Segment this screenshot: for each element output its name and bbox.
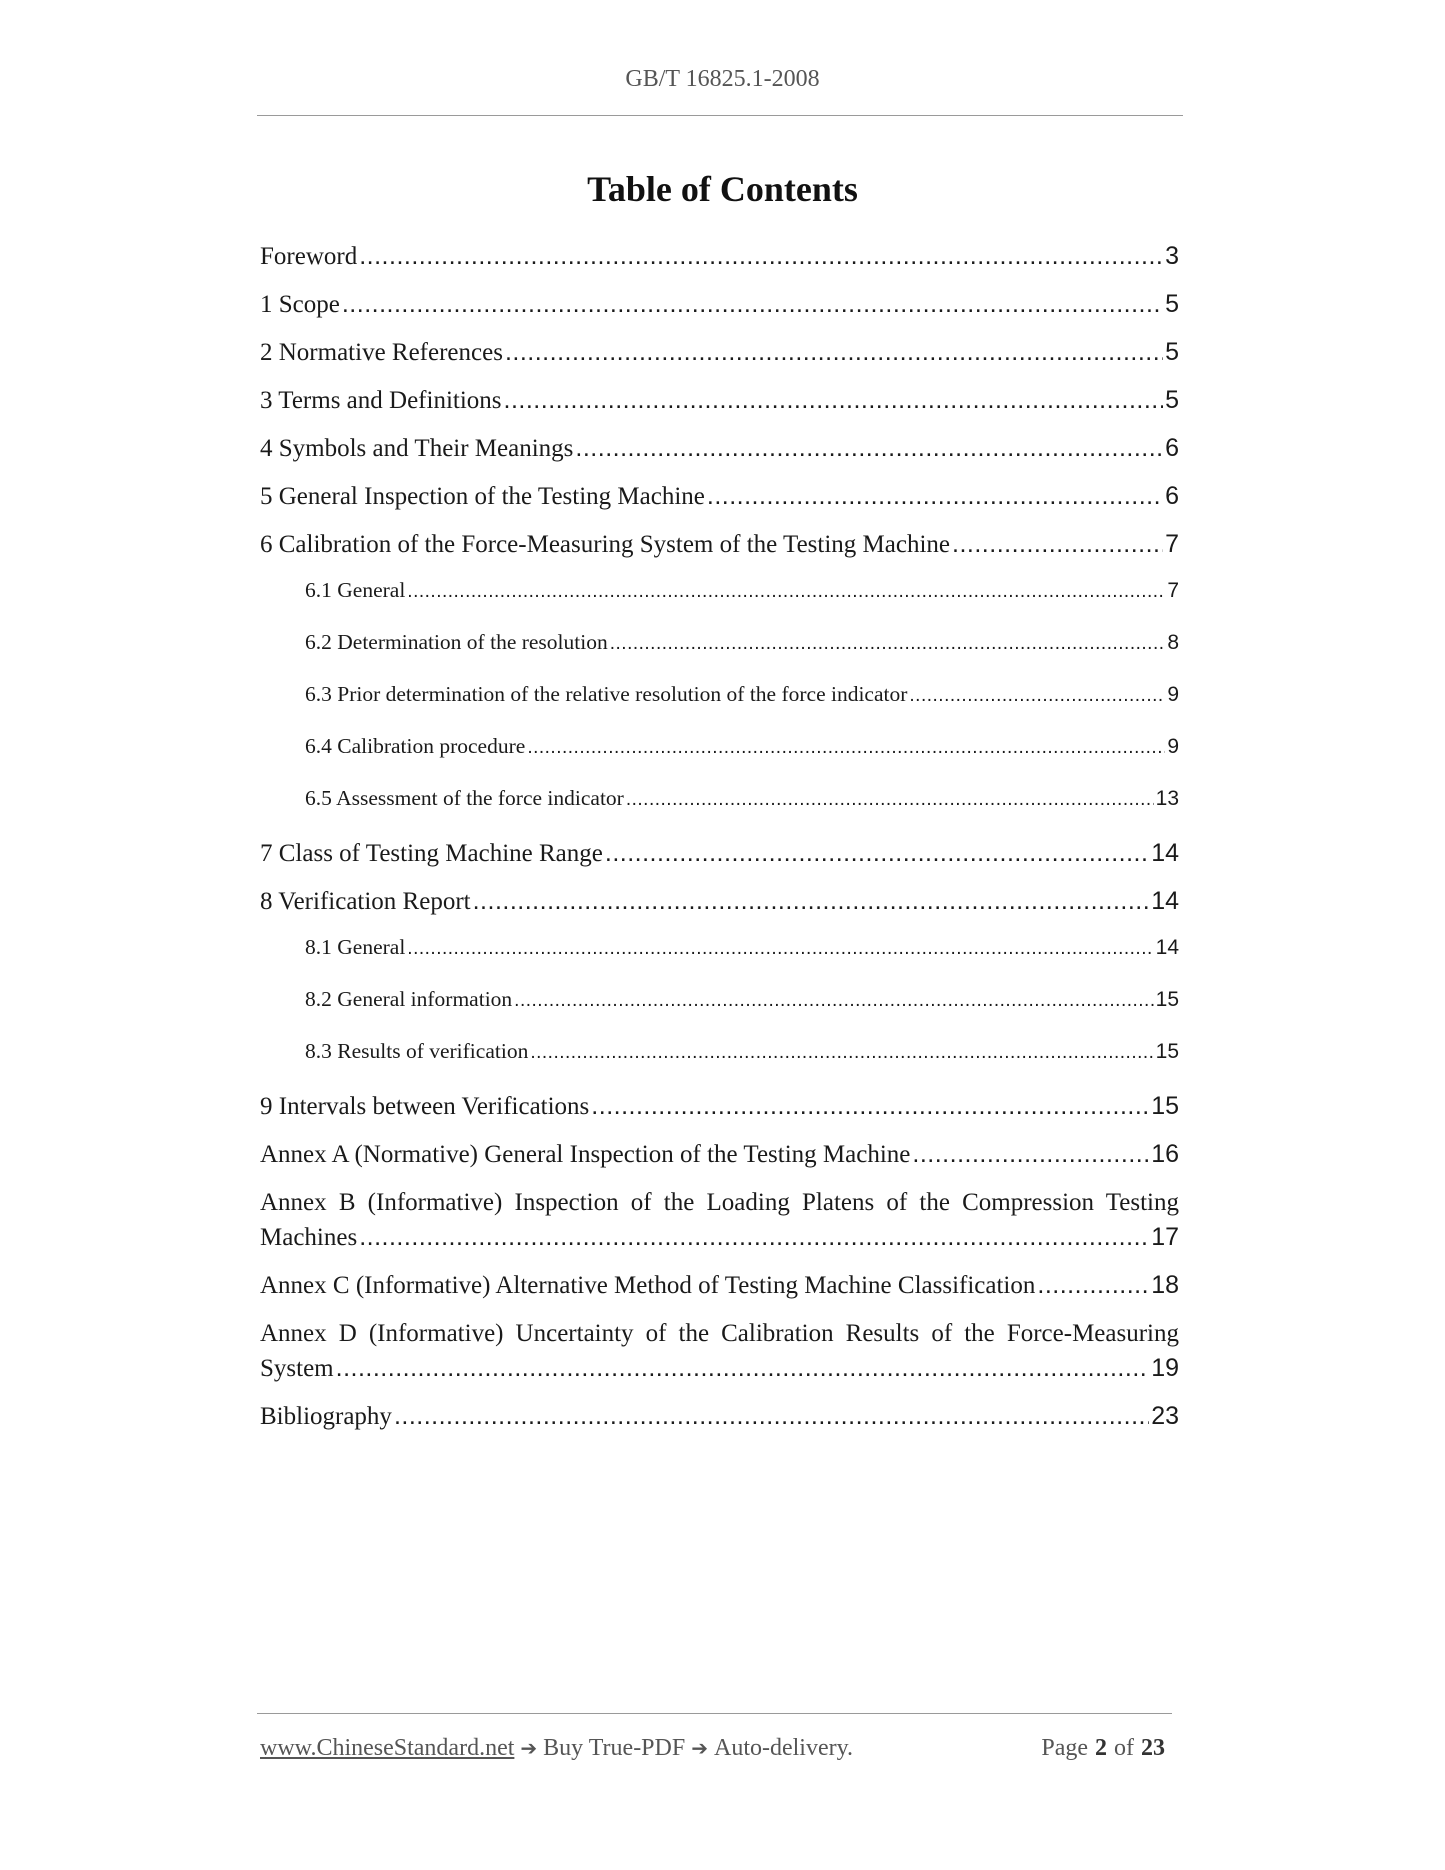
delivery-text: Auto-delivery. bbox=[713, 1735, 854, 1761]
toc-entry-foreword[interactable] bbox=[260, 236, 1179, 284]
toc-title: Table of Contents bbox=[587, 169, 858, 209]
toc-page-number: 23 bbox=[1151, 1402, 1179, 1430]
toc-entry-annex-a[interactable] bbox=[260, 1134, 1179, 1182]
toc-entry-label: 4 Symbols and Their Meanings bbox=[260, 435, 574, 462]
dot-leader bbox=[407, 570, 1165, 614]
toc-entry-annex-b[interactable] bbox=[260, 1182, 1179, 1265]
toc-page-number: 16 bbox=[1151, 1140, 1179, 1168]
toc-page-number: 9 bbox=[1167, 683, 1179, 706]
toc-page-number: 7 bbox=[1165, 530, 1179, 558]
current-page-number: 2 bbox=[1095, 1735, 1107, 1761]
toc-entry-label: Annex D (Informative) Uncertainty of the Calibration Results of the Force-Measuring bbox=[260, 1320, 1179, 1347]
dot-leader bbox=[707, 476, 1163, 516]
toc-entry-label: Annex C (Informative) Alternative Method of Testing Machine Classification bbox=[260, 1272, 1036, 1299]
document-header: GB/T 16825.1-2008 bbox=[625, 66, 820, 92]
toc-entry-label: 1 Scope bbox=[260, 291, 340, 318]
page-word: Page bbox=[1041, 1735, 1088, 1761]
page-indicator bbox=[1041, 1735, 1172, 1762]
toc-entry-verification-report[interactable] bbox=[260, 881, 1179, 925]
toc-entry-label: Bibliography bbox=[260, 1403, 392, 1430]
toc-subentry-8-3[interactable] bbox=[260, 1029, 1179, 1086]
toc-page-number: 14 bbox=[1155, 936, 1179, 959]
toc-entry-label-continued: System bbox=[260, 1355, 334, 1382]
toc-page-number: 5 bbox=[1165, 338, 1179, 366]
footer-promo bbox=[260, 1735, 853, 1762]
total-page-number: 23 bbox=[1141, 1735, 1165, 1761]
toc-entry-annex-c[interactable] bbox=[260, 1265, 1179, 1313]
toc-entry-class-range[interactable] bbox=[260, 833, 1179, 881]
right-arrow-icon: ➔ bbox=[691, 1736, 708, 1760]
toc-entry-label: Annex A (Normative) General Inspection of the Testing Machine bbox=[260, 1141, 911, 1168]
toc-page-number: 6 bbox=[1165, 482, 1179, 510]
table-of-contents bbox=[260, 236, 1179, 1444]
toc-subentry-6-2[interactable] bbox=[260, 620, 1179, 672]
dot-leader bbox=[527, 726, 1165, 770]
toc-entry-label: 9 Intervals between Verifications bbox=[260, 1093, 590, 1120]
toc-entry-bibliography[interactable] bbox=[260, 1396, 1179, 1444]
dot-leader bbox=[591, 1086, 1149, 1126]
toc-page-number: 5 bbox=[1165, 386, 1179, 414]
toc-subentry-6-4[interactable] bbox=[260, 724, 1179, 776]
dot-leader bbox=[1037, 1265, 1149, 1305]
toc-entry-label: 8 Verification Report bbox=[260, 888, 471, 915]
buy-text: Buy True-PDF bbox=[543, 1735, 686, 1761]
toc-page-number: 7 bbox=[1167, 579, 1179, 602]
dot-leader bbox=[504, 380, 1164, 420]
dot-leader bbox=[473, 881, 1150, 921]
dot-leader bbox=[909, 674, 1165, 718]
toc-page-number: 18 bbox=[1151, 1271, 1179, 1299]
toc-entry-label: Foreword bbox=[260, 243, 358, 270]
dot-leader bbox=[359, 236, 1163, 276]
dot-leader bbox=[394, 1396, 1149, 1436]
dot-leader bbox=[505, 332, 1163, 372]
dot-leader bbox=[952, 524, 1163, 564]
toc-entry-label: 8.2 General information bbox=[305, 987, 513, 1011]
toc-page-number: 14 bbox=[1151, 839, 1179, 867]
dot-leader bbox=[359, 1220, 1149, 1255]
footer-divider bbox=[257, 1713, 1172, 1714]
toc-entry-label: 8.1 General bbox=[305, 935, 406, 959]
toc-entry-label: Annex B (Informative) Inspection of the Loading Platens of the Compression Testing bbox=[260, 1189, 1179, 1216]
toc-page-number: 8 bbox=[1167, 631, 1179, 654]
toc-entry-annex-d[interactable] bbox=[260, 1313, 1179, 1396]
toc-entry-label: 3 Terms and Definitions bbox=[260, 387, 502, 414]
dot-leader bbox=[530, 1031, 1153, 1075]
toc-page-number: 15 bbox=[1151, 1092, 1179, 1120]
toc-subentry-6-3[interactable] bbox=[260, 672, 1179, 724]
dot-leader bbox=[407, 927, 1153, 971]
toc-page-number: 15 bbox=[1155, 1040, 1179, 1063]
toc-entry-label: 6.1 General bbox=[305, 578, 406, 602]
header-divider bbox=[257, 115, 1183, 116]
dot-leader bbox=[336, 1351, 1150, 1386]
toc-subentry-6-1[interactable] bbox=[260, 568, 1179, 620]
toc-entry-label: 7 Class of Testing Machine Range bbox=[260, 840, 603, 867]
toc-page-number: 5 bbox=[1165, 290, 1179, 318]
toc-page-number: 15 bbox=[1155, 988, 1179, 1011]
toc-subentry-6-5[interactable] bbox=[260, 776, 1179, 833]
toc-entry-label: 6.3 Prior determination of the relative resolution of the force indicator bbox=[305, 682, 908, 706]
toc-entry-normative-references[interactable] bbox=[260, 332, 1179, 380]
toc-entry-label: 5 General Inspection of the Testing Machine bbox=[260, 483, 705, 510]
toc-entry-label: 8.3 Results of verification bbox=[305, 1039, 529, 1063]
toc-subentry-8-2[interactable] bbox=[260, 977, 1179, 1029]
toc-entry-label: 6.4 Calibration procedure bbox=[305, 734, 526, 758]
toc-entry-terms-definitions[interactable] bbox=[260, 380, 1179, 428]
dot-leader bbox=[575, 428, 1163, 468]
right-arrow-icon: ➔ bbox=[520, 1736, 538, 1760]
dot-leader bbox=[605, 833, 1149, 873]
toc-entry-label: 6.5 Assessment of the force indicator bbox=[305, 786, 624, 810]
toc-entry-label: 6.2 Determination of the resolution bbox=[305, 630, 608, 654]
toc-entry-scope[interactable] bbox=[260, 284, 1179, 332]
toc-entry-label: 2 Normative References bbox=[260, 339, 503, 366]
of-word: of bbox=[1114, 1735, 1134, 1761]
toc-page-number: 13 bbox=[1155, 787, 1179, 810]
dot-leader bbox=[514, 979, 1153, 1023]
toc-subentry-8-1[interactable] bbox=[260, 925, 1179, 977]
toc-page-number: 3 bbox=[1165, 242, 1179, 270]
toc-page-number: 14 bbox=[1151, 887, 1179, 915]
toc-entry-symbols[interactable] bbox=[260, 428, 1179, 476]
toc-entry-label: 6 Calibration of the Force-Measuring System of the Testing Machine bbox=[260, 531, 951, 558]
page-footer bbox=[260, 1735, 1172, 1771]
toc-entry-calibration[interactable] bbox=[260, 524, 1179, 568]
dot-leader bbox=[626, 778, 1154, 822]
toc-entry-general-inspection[interactable] bbox=[260, 476, 1179, 524]
toc-entry-label-continued: Machines bbox=[260, 1224, 358, 1251]
toc-entry-intervals[interactable] bbox=[260, 1086, 1179, 1134]
toc-page-number: 17 bbox=[1151, 1223, 1179, 1251]
dot-leader bbox=[912, 1134, 1149, 1174]
toc-page-number: 19 bbox=[1151, 1354, 1179, 1382]
site-link[interactable]: www.ChineseStandard.net bbox=[260, 1735, 515, 1761]
toc-page-number: 6 bbox=[1165, 434, 1179, 462]
dot-leader bbox=[342, 284, 1163, 324]
dot-leader bbox=[610, 622, 1166, 666]
toc-page-number: 9 bbox=[1167, 735, 1179, 758]
